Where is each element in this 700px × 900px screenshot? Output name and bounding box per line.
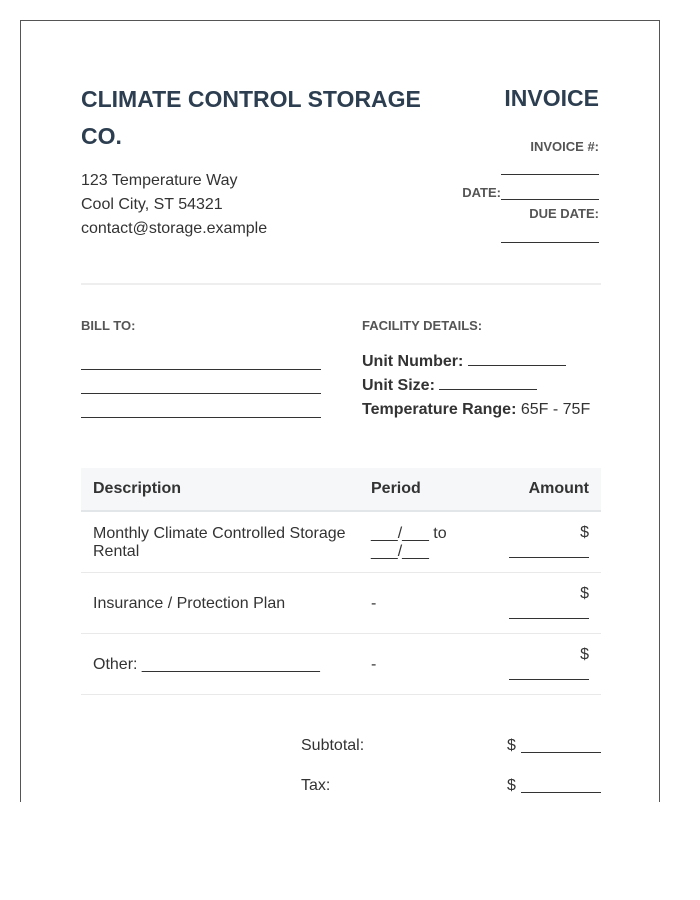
facility-details-label: FACILITY DETAILS: [362, 318, 483, 333]
row-currency: $ [580, 585, 589, 602]
table-row [81, 634, 601, 695]
tax-currency: $ [507, 777, 516, 794]
temperature-range-value: 65F - 75F [520, 401, 591, 418]
header-amount: Amount [528, 480, 589, 497]
company-address [81, 169, 267, 241]
unit-size-label: Unit Size: [362, 377, 435, 394]
table-row [81, 512, 601, 573]
row-description: Insurance / Protection Plan [93, 595, 286, 612]
invoice-sheet [20, 20, 660, 802]
row-period [371, 525, 447, 561]
invoice-number-field[interactable] [501, 174, 599, 175]
unit-size-row [362, 377, 537, 395]
bill-to-line-3[interactable] [81, 417, 321, 418]
tax-field[interactable] [521, 792, 601, 793]
row-amount-field[interactable] [509, 618, 589, 619]
unit-number-field[interactable] [468, 364, 566, 366]
row-amount-field[interactable] [509, 679, 589, 680]
bill-to-label: BILL TO: [81, 318, 136, 333]
row-period: - [371, 656, 377, 673]
header-description: Description [93, 480, 182, 497]
date-label: DATE: [462, 185, 501, 200]
temperature-range-label: Temperature Range: [362, 401, 517, 418]
subtotal-currency: $ [507, 737, 516, 754]
invoice-title: INVOICE [504, 85, 599, 111]
row-amount-field[interactable] [509, 557, 589, 558]
tax-label: Tax: [301, 777, 331, 794]
header-divider [81, 283, 601, 285]
address-line-1: 123 Temperature Way [81, 172, 238, 189]
row-currency: $ [580, 646, 589, 663]
header-period: Period [371, 480, 421, 497]
period-end[interactable]: ___/___ [371, 543, 429, 560]
unit-number-label: Unit Number: [362, 353, 464, 370]
company-email: contact@storage.example [81, 220, 268, 237]
row-description: Monthly Climate Controlled Storage Rental [93, 525, 346, 560]
bill-to-line-1[interactable] [81, 369, 321, 370]
row-currency: $ [580, 524, 589, 541]
table-header [81, 468, 601, 512]
unit-size-field[interactable] [439, 388, 537, 390]
row-description: Other: ____________________ [93, 656, 320, 673]
subtotal-label: Subtotal: [301, 737, 365, 754]
due-date-label: DUE DATE: [529, 206, 599, 221]
temperature-range-row [362, 401, 590, 419]
subtotal-field[interactable] [521, 752, 601, 753]
period-start[interactable]: ___/___ to [371, 525, 447, 542]
unit-number-row [362, 353, 566, 371]
date-field[interactable] [501, 199, 599, 200]
due-date-field[interactable] [501, 242, 599, 243]
bill-to-line-2[interactable] [81, 393, 321, 394]
invoice-number-label: INVOICE #: [530, 139, 599, 154]
line-items-table [81, 468, 601, 695]
company-name: CLIMATE CONTROL STORAGE CO. [81, 86, 421, 149]
row-period: - [371, 595, 377, 612]
table-row [81, 573, 601, 634]
address-line-2: Cool City, ST 54321 [81, 196, 223, 213]
